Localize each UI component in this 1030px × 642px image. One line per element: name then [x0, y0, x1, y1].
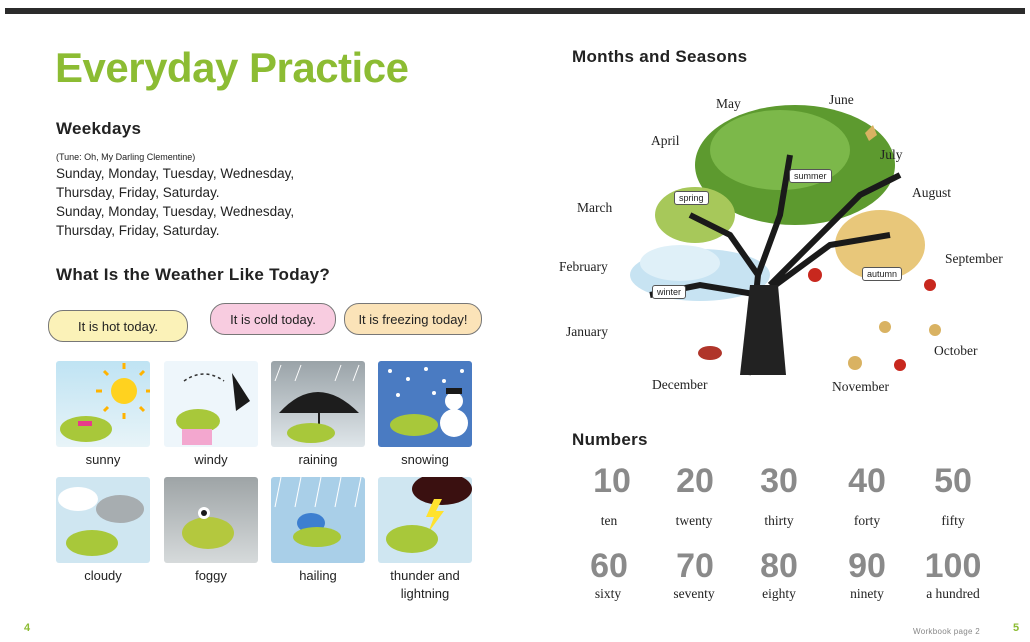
- number-digit-100: 100: [924, 547, 982, 585]
- month-september: September: [945, 251, 1003, 266]
- tune-note: (Tune: Oh, My Darling Clementine): [56, 152, 196, 162]
- number-digit-80: 80: [760, 547, 798, 585]
- number-digit-70: 70: [676, 547, 714, 585]
- numbers-heading: Numbers: [572, 430, 648, 449]
- red-leaves: [808, 268, 936, 371]
- weekdays-heading: Weekdays: [56, 119, 142, 138]
- thunder-icon: [378, 477, 472, 563]
- tree-trunk: [740, 285, 786, 375]
- weather-label-foggy: foggy: [195, 568, 227, 583]
- weather-label-hailing: hailing: [299, 568, 337, 583]
- month-november: November: [832, 379, 889, 394]
- lyric-line-4: Thursday, Friday, Saturday.: [56, 223, 220, 238]
- number-digit-60: 60: [590, 547, 628, 585]
- winter-cloud: [640, 245, 720, 281]
- number-word-ten: ten: [600, 513, 618, 528]
- number-digit-90: 90: [848, 547, 886, 585]
- bubble-text-freezing: It is freezing today!: [358, 311, 468, 327]
- month-august: August: [912, 185, 952, 200]
- month-march: March: [577, 200, 613, 215]
- season-tag-spring: spring: [674, 191, 709, 205]
- weather-label-lightning: lightning: [400, 586, 450, 601]
- lyric-line-1: Sunday, Monday, Tuesday, Wednesday,: [56, 166, 295, 181]
- lyric-line-3: Sunday, Monday, Tuesday, Wednesday,: [56, 204, 295, 219]
- cloudy-icon: [56, 477, 150, 563]
- month-june: June: [829, 92, 854, 107]
- sunny-icon: [56, 361, 150, 447]
- month-october: October: [934, 343, 978, 358]
- lyric-line-2: Thursday, Friday, Saturday.: [56, 185, 220, 200]
- month-april: April: [651, 133, 680, 148]
- top-rule: [5, 8, 1025, 14]
- weather-label-snowing: snowing: [401, 452, 449, 467]
- number-digit-20: 20: [676, 462, 714, 500]
- bubble-text-hot: It is hot today.: [78, 318, 158, 334]
- month-february: February: [559, 259, 608, 274]
- seasons-heading: Months and Seasons: [572, 47, 748, 66]
- number-word-seventy: seventy: [673, 586, 715, 601]
- number-word-forty: forty: [853, 513, 881, 528]
- page-number-left: 4: [24, 622, 31, 634]
- windy-icon: [164, 361, 258, 447]
- speech-bubble-cold: [210, 303, 336, 335]
- season-tag-summer: summer: [789, 169, 832, 183]
- weather-label-thunder: thunder and: [390, 568, 460, 583]
- number-word-eighty: eighty: [762, 586, 796, 601]
- number-word-sixty: sixty: [594, 586, 622, 601]
- number-word-ninety: ninety: [850, 586, 884, 601]
- number-word-twenty: twenty: [675, 513, 713, 528]
- snowing-icon: [378, 361, 472, 447]
- weather-heading: What Is the Weather Like Today?: [56, 265, 331, 284]
- weather-label-windy: windy: [194, 452, 228, 467]
- page-title: Everyday Practice: [55, 44, 409, 91]
- number-word-thirty: thirty: [764, 513, 794, 528]
- number-digit-10: 10: [593, 462, 631, 500]
- season-tag-winter: winter: [652, 285, 686, 299]
- number-word-fifty: fifty: [941, 513, 965, 528]
- month-january: January: [566, 324, 608, 339]
- hailing-icon: [271, 477, 365, 563]
- number-digit-40: 40: [848, 462, 886, 500]
- workbook-reference: Workbook page 2: [913, 627, 981, 636]
- page-number-right: 5: [1013, 622, 1020, 634]
- weather-label-raining: raining: [298, 452, 338, 467]
- number-digit-30: 30: [760, 462, 798, 500]
- season-tag-autumn: autumn: [862, 267, 902, 281]
- raining-icon: [271, 361, 365, 447]
- weather-label-cloudy: cloudy: [84, 568, 122, 583]
- bird-icon: [698, 346, 722, 360]
- month-december: December: [652, 377, 708, 392]
- bubble-text-cold: It is cold today.: [230, 311, 316, 327]
- speech-bubble-freezing: [344, 303, 482, 335]
- month-may: May: [716, 96, 741, 111]
- number-digit-50: 50: [934, 462, 972, 500]
- weather-label-sunny: sunny: [85, 452, 121, 467]
- number-word-hundred: a hundred: [926, 586, 980, 601]
- month-july: July: [880, 147, 903, 162]
- speech-bubble-hot: [48, 310, 188, 342]
- foggy-icon: [164, 477, 258, 563]
